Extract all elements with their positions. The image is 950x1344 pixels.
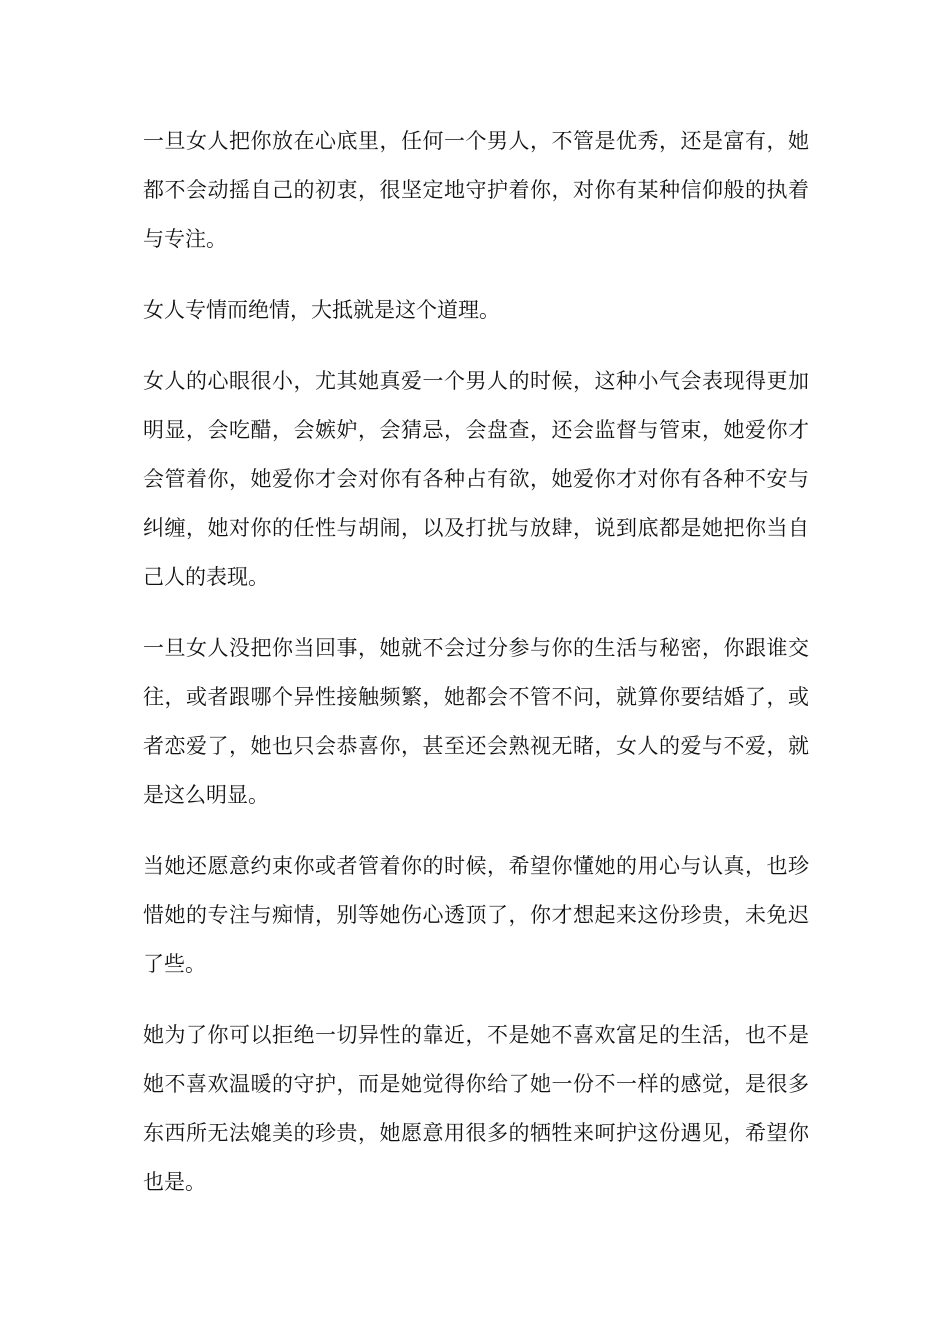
paragraph-3: 女人的心眼很小，尤其她真爱一个男人的时候，这种小气会表现得更加明显，会吃醋，会嫉妒，会猜忌，会盘查，还会监督与管束，她爱你才会管着你，她爱你才会对你有各种占有欲，她爱你才对你有各种不安与纠缠，她对你的任性与胡闹，以及打扰与放肆，说到底都是她把你当自己人的表现。 [143, 369, 809, 589]
paragraph-4: 一旦女人没把你当回事，她就不会过分参与你的生活与秘密，你跟谁交往，或者跟哪个异性接触频繁，她都会不管不问，就算你要结婚了，或者恋爱了，她也只会恭喜你，甚至还会熟视无睹，女人的爱与不爱，就是这么明显。 [143, 636, 809, 807]
document-body [143, 117, 809, 1229]
paragraph-6: 她为了你可以拒绝一切异性的靠近，不是她不喜欢富足的生活，也不是她不喜欢温暖的守护，而是她觉得你给了她一份不一样的感觉，是很多东西所无法媲美的珍贵，她愿意用很多的牺牲来呵护这份遇见，希望你也是。 [143, 1023, 809, 1194]
paragraph-2: 女人专情而绝情，大抵就是这个道理。 [143, 298, 500, 322]
paragraph-5: 当她还愿意约束你或者管着你的时候，希望你懂她的用心与认真，也珍惜她的专注与痴情，别等她伤心透顶了，你才想起来这份珍贵，未免迟了些。 [143, 854, 809, 976]
paragraph-1: 一旦女人把你放在心底里，任何一个男人，不管是优秀，还是富有，她都不会动摇自己的初衷，很坚定地守护着你，对你有某种信仰般的执着与专注。 [143, 129, 809, 251]
